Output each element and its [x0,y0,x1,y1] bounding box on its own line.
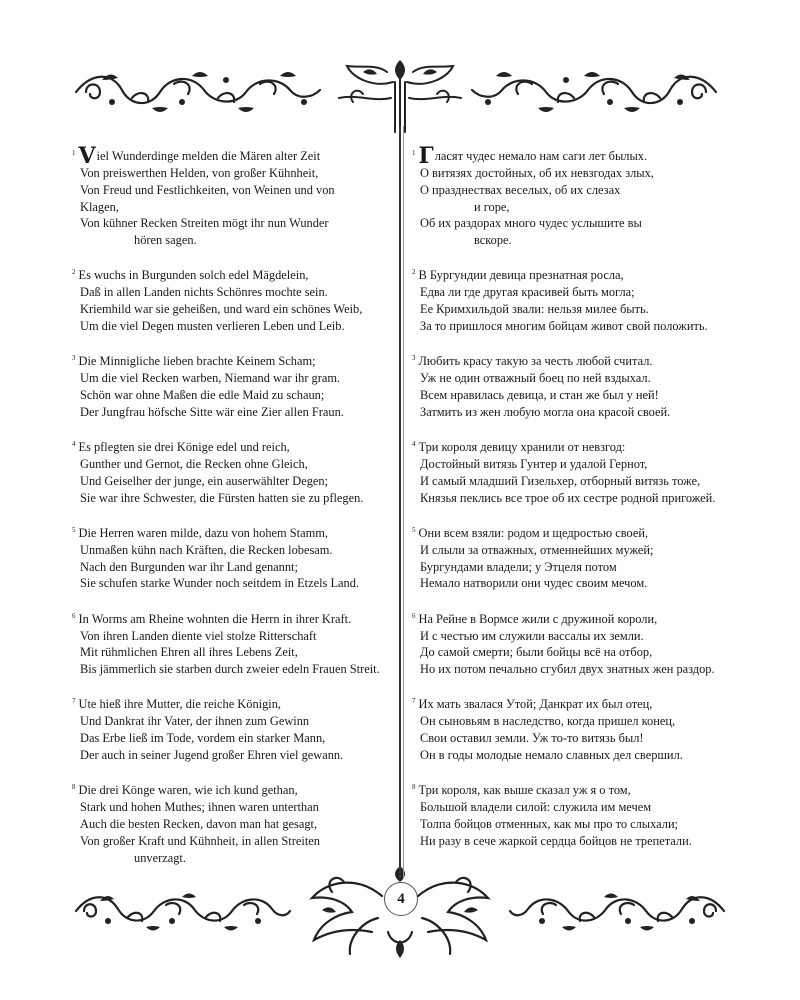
verse-line [72,436,390,456]
stanza [72,264,390,334]
verse-line [412,318,732,335]
verse-text: Das Erbe ließ im Tode, vordem ein starker Mann, [80,731,326,746]
verse-line [72,215,390,232]
verse-line [412,559,732,576]
verse-text: Die Minnigliche lieben brachte Keinem Scham; [78,354,316,369]
stanza [72,436,390,506]
verse-text: Затмить из жен любую могла она красой своей. [420,404,671,419]
stanza [412,693,732,763]
verse-text: Об их раздорах много чудес услышите вы [420,216,642,231]
stanza [412,264,732,334]
verse-line [412,143,732,170]
verse-line [72,232,390,249]
verse-line [412,779,732,799]
stanza-number: 7 [72,697,76,706]
verse-line [412,473,732,490]
verse-line [72,264,390,284]
verse-text: Auch die besten Recken, davon man hat gesagt, [80,817,318,831]
verse-text: Достойный витязь Гунтер и удалой Гернот, [420,456,648,471]
stanza-number: 8 [72,783,76,792]
stanza-number: 4 [412,440,416,449]
verse-line [412,730,732,747]
verse-text: Gunther und Gernot, die Recken ohne Gleich, [80,456,308,471]
verse-line [72,608,390,628]
verse-line [72,456,390,473]
stanza [72,350,390,420]
stanza-number: 5 [412,525,416,534]
verse-line [72,747,390,764]
stanza [72,779,390,866]
verse-text: За то пришлося многим бойцам живот свой положить. [420,318,708,333]
top-left-scroll-ornament [72,62,324,120]
stanza [412,436,732,506]
verse-line [412,232,732,249]
top-center-acanthus-ornament [333,58,467,136]
column-divider [399,126,401,878]
verse-text: Von großer Kraft und Kühnheit, in allen Streiten [80,833,320,848]
verse-line [412,628,732,645]
verse-text: Немало натворили они чудес своим мечом. [420,576,648,591]
stanza-number: 7 [412,697,416,706]
verse-line [72,165,390,182]
verse-text: iel Wunderdinge melden die Mären alter Zeit [96,149,321,164]
german-text-column [72,145,390,882]
verse-text: Kriemhild war sie geheißen, und ward ein schönes Weib, [80,302,363,317]
verse-line [72,284,390,301]
verse-line [412,404,732,421]
stanza-number: 3 [412,354,416,363]
stanza [412,779,732,849]
verse-text: Von preiswerthen Helden, von großer Kühnheit, [80,165,319,180]
stanza [72,693,390,763]
verse-text: Und Geiselher der junge, ein auserwählter Degen; [80,473,329,488]
verse-line [72,799,390,816]
verse-line [412,608,732,628]
verse-line [412,182,732,199]
russian-text-column [412,145,732,865]
verse-text: Unmaßen kühn nach Kräften, die Recken lobesam. [80,542,333,557]
verse-text: Um die viel Recken warben, Niemand war ihr gram. [80,371,341,386]
verse-text: И слыли за отважных, отменнейших мужей; [420,542,654,557]
verse-text: Три короля, как выше сказал уж я о том, [418,783,631,798]
stanza-number: 3 [72,354,76,363]
verse-text: Von Freud und Festlichkeiten, von Weinen und von [80,182,335,197]
verse-line [412,816,732,833]
verse-text: In Worms am Rheine wohnten die Herrn in ihrer Kraft. [78,611,352,626]
verse-line [412,264,732,284]
verse-line [412,661,732,678]
verse-line [72,575,390,592]
verse-text: Der auch in seiner Jugend großer Ehren viel gewann. [80,747,344,762]
verse-text: Любить красу такую за честь любой считал. [418,354,653,369]
stanza-number: 6 [412,611,416,620]
verse-text: О празднествах веселых, об их слезах [420,182,621,197]
verse-text: Von kühner Recken Streiten mögt ihr nun Wunder [80,216,329,231]
verse-text: Уж не один отважный боец по ней вздыхал. [420,371,651,386]
verse-text: И с честью им служили вассалы их земли. [420,628,644,643]
verse-line [412,644,732,661]
verse-text: Klagen, [80,199,119,214]
stanza-number: 2 [72,268,76,277]
verse-text: О витязях достойных, об их невзгодах злых, [420,165,654,180]
verse-line [72,199,390,216]
verse-line [412,693,732,713]
verse-text: Nach den Burgunden war ihr Land genannt; [80,559,298,574]
verse-line [72,850,390,867]
verse-line [412,747,732,764]
verse-text: Es pflegten sie drei Könige edel und reich, [78,440,290,455]
verse-text: Sie war ihre Schwester, die Fürsten hatten sie zu pflegen. [80,490,364,505]
verse-text: Ни разу в сече жаркой сердца бойцов не трепетали. [420,833,692,848]
verse-text: Um die viel Degen musten verlieren Leben und Leib. [80,318,345,333]
verse-text: Und Dankrat ihr Vater, der ihnen zum Gewinn [80,714,310,729]
verse-line [412,490,732,507]
stanza-number: 4 [72,440,76,449]
verse-line [72,350,390,370]
verse-text: и горе, [474,199,510,214]
column-divider-accent [403,126,404,878]
stanza [72,608,390,678]
stanza-number: 1 [412,149,416,157]
verse-text: Die drei Könge waren, wie ich kund gethan, [78,783,298,798]
verse-line [72,522,390,542]
verse-line [72,370,390,387]
verse-line [412,387,732,404]
verse-text: Ute hieß ihre Mutter, die reiche Königin, [78,697,282,712]
verse-line [72,644,390,661]
verse-line [412,456,732,473]
verse-line [72,693,390,713]
verse-line [72,816,390,833]
verse-text: До самой смерти; были бойцы всё на отбор, [420,645,653,660]
stanza-number: 2 [412,268,416,277]
verse-text: Ее Кримхильдой звали: нельзя милее быть. [420,302,649,317]
verse-line [72,559,390,576]
verse-line [412,436,732,456]
verse-text: Всем нравилась девица, и стан же был у ней! [420,387,659,402]
verse-line [412,350,732,370]
stanza-number: 1 [72,149,76,157]
verse-text: Бургундами владели; у Этцеля потом [420,559,617,574]
verse-line [412,284,732,301]
verse-line [412,301,732,318]
verse-text: Stark und hohen Muthes; ihnen waren unterthan [80,800,319,815]
page-number: 4 [384,882,418,916]
verse-text: Schön war ohne Maßen die edle Maid zu schaun; [80,387,325,402]
verse-line [412,370,732,387]
verse-text: Daß in allen Landen nichts Schönres mochte sein. [80,285,328,300]
bottom-right-scroll-ornament [506,885,728,937]
verse-text: Von ihren Landen diente viel stolze Ritterschaft [80,628,317,643]
verse-text: Bis jämmerlich sie starben durch zweier edeln Frauen Streit. [80,662,380,677]
verse-text: Он сыновьям в наследство, когда пришел конец, [420,714,676,729]
verse-line [72,143,390,170]
verse-line [72,473,390,490]
verse-text: Три короля девицу хранили от невзгод: [418,440,626,455]
verse-line [412,713,732,730]
verse-text: Он в годы молодые немало славных дел свершил. [420,747,683,762]
verse-line [412,165,732,182]
verse-line [72,833,390,850]
verse-text: Толпа бойцов отменных, как мы про то слыхали; [420,817,679,831]
verse-text: ласят чудес немало нам саги лет былых. [434,149,648,164]
bottom-left-scroll-ornament [72,885,294,937]
verse-text: На Рейне в Вормсе жили с дружиной короли, [418,611,658,626]
stanza-number: 5 [72,525,76,534]
verse-line [72,628,390,645]
verse-text: Но их потом печально сгубил двух знатных жен раздор. [420,662,715,677]
stanza-number: 8 [412,783,416,792]
verse-line [72,318,390,335]
verse-line [412,575,732,592]
verse-text: Князья пеклись все трое об их сестре родной пригожей. [420,490,716,505]
verse-line [412,215,732,232]
stanza [412,350,732,420]
verse-line [412,833,732,850]
verse-text: Mit rühmlichen Ehren all ihres Lebens Zeit, [80,645,298,660]
verse-text: И самый младший Гизельхер, отборный витязь тоже, [420,473,701,488]
verse-line [72,301,390,318]
verse-line [72,713,390,730]
verse-text: Свои оставил земли. Уж то-то витязь был! [420,731,644,746]
verse-line [412,199,732,216]
verse-text: В Бургундии девица презнатная росла, [418,268,624,283]
verse-text: hören sagen. [134,233,197,248]
verse-line [72,490,390,507]
verse-line [412,542,732,559]
verse-text: Die Herren waren milde, dazu von hohem Stamm, [78,525,328,540]
stanza-number: 6 [72,611,76,620]
verse-line [72,542,390,559]
top-right-scroll-ornament [468,62,720,120]
stanza [412,608,732,678]
decorated-initial: Г [418,143,434,170]
verse-line [72,661,390,678]
verse-line [72,182,390,199]
verse-text: вскоре. [474,233,512,248]
verse-line [72,387,390,404]
verse-line [72,779,390,799]
verse-text: Der Jungfrau höfsche Sitte wär eine Zier allen Fraun. [80,404,344,419]
decorated-initial: V [78,143,96,170]
stanza [412,522,732,592]
verse-text: unverzagt. [134,850,186,865]
stanza [72,145,390,249]
verse-line [412,799,732,816]
verse-text: Sie schufen starke Wunder noch seitdem in Etzels Land. [80,576,360,591]
verse-text: Большой владели силой: служила им мечем [420,800,652,815]
verse-text: Они всем взяли: родом и щедростью своей, [418,525,649,540]
stanza [72,522,390,592]
verse-line [412,522,732,542]
verse-line [72,404,390,421]
verse-line [72,730,390,747]
stanza [412,145,732,249]
verse-text: Es wuchs in Burgunden solch edel Mägdelein, [78,268,309,283]
verse-text: Их мать звалася Утой; Данкрат их был отец, [418,697,653,712]
verse-text: Едва ли где другая красивей быть могла; [420,285,635,300]
